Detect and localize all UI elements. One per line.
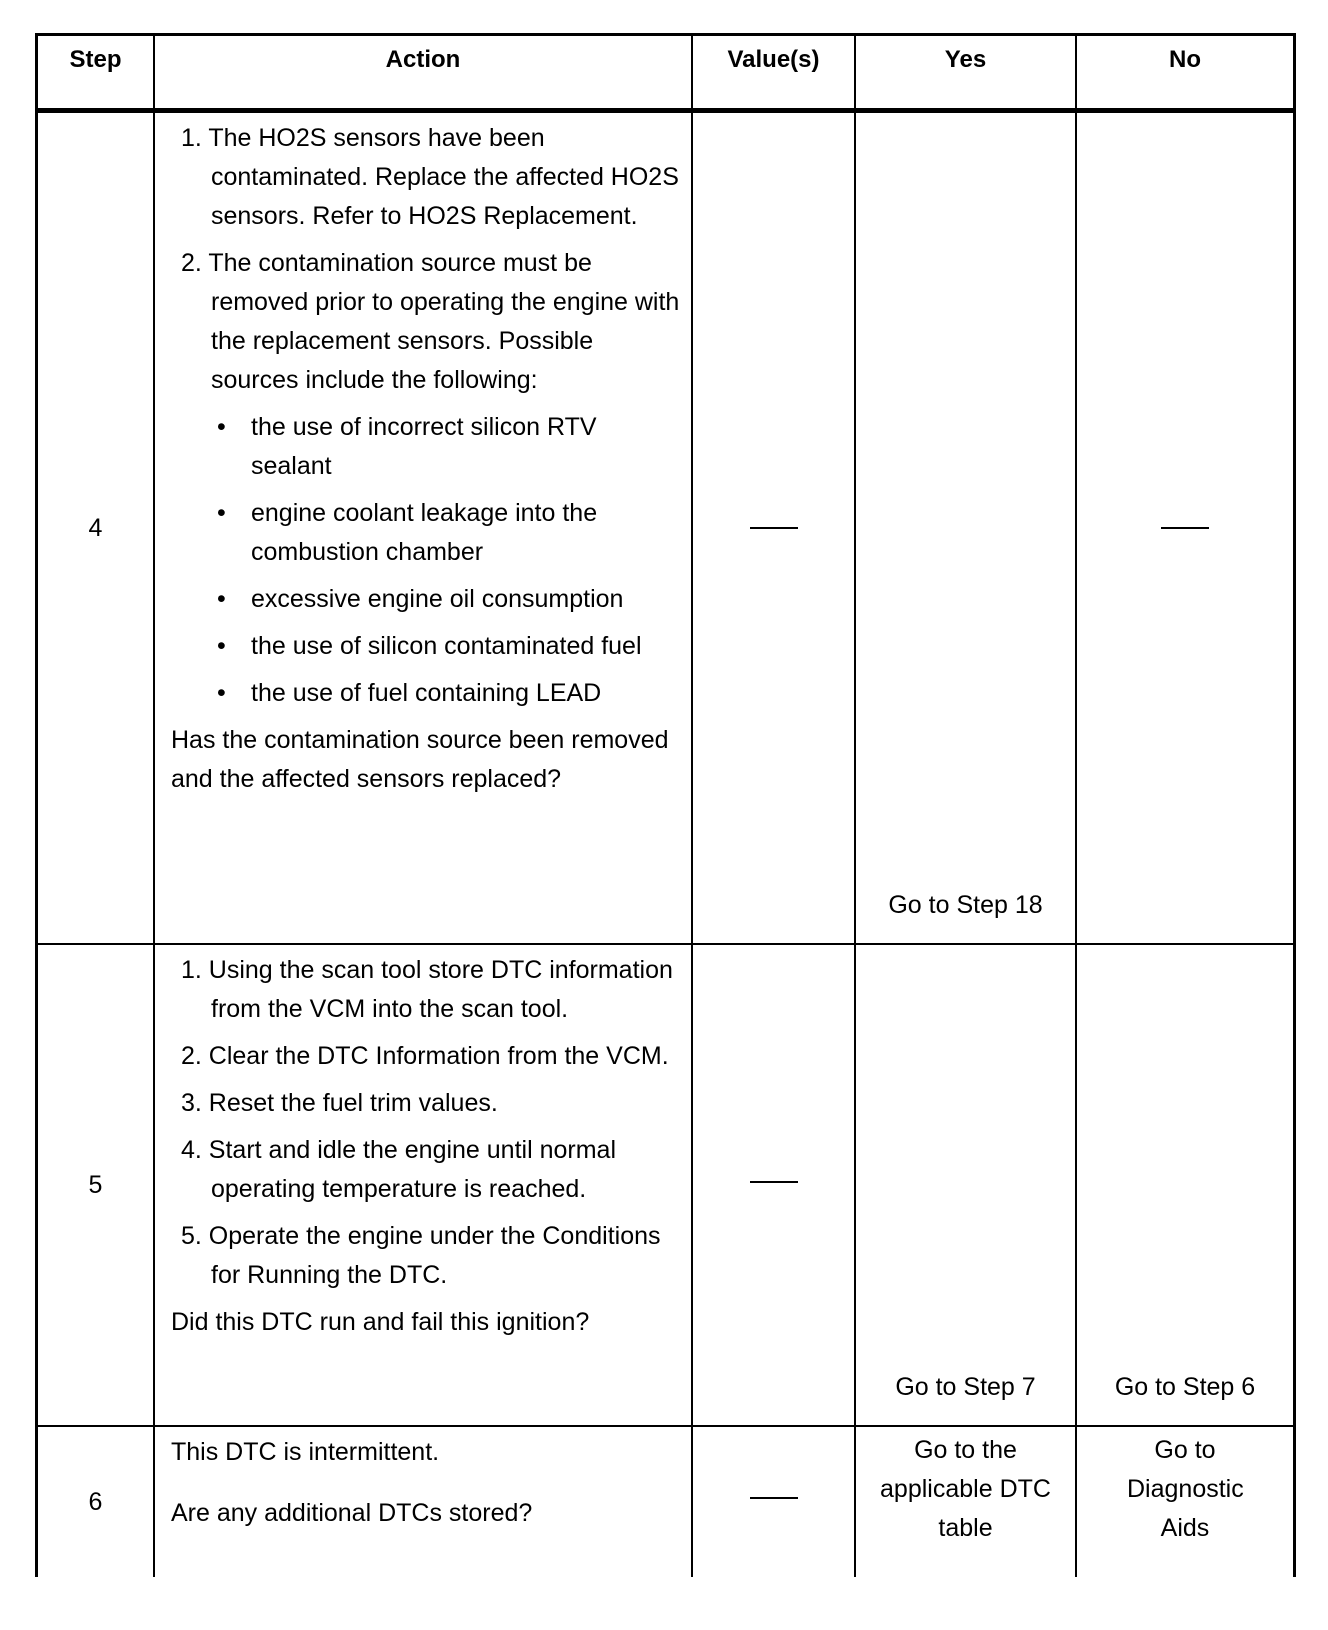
- step-number: 5: [88, 1170, 103, 1199]
- action-item: 3. Reset the fuel trim values.: [181, 1089, 498, 1117]
- header-values: Value(s): [691, 36, 854, 108]
- empty-value-dash: [750, 1497, 798, 1499]
- action-item: 1. Using the scan tool store DTC information from the VCM into the scan tool.: [181, 956, 673, 1023]
- no-answer: Go to Diagnostic Aids: [1127, 1436, 1244, 1542]
- no-cell: [1075, 945, 1293, 1425]
- values-cell: [691, 945, 854, 1425]
- no-answer: Go to Step 6: [1114, 1373, 1256, 1401]
- values-cell: [691, 1427, 854, 1577]
- yes-answer: Go to Step 18: [888, 891, 1043, 919]
- bullet-item: • the use of incorrect silicon RTV sealant: [171, 408, 683, 486]
- bullet-item: • engine coolant leakage into the combustion chamber: [171, 494, 683, 572]
- action-item: 4. Start and idle the engine until normal operating temperature is reached.: [181, 1136, 616, 1203]
- yes-cell: [854, 1427, 1075, 1577]
- table-header-row: [38, 36, 1293, 111]
- action-question: Did this DTC run and fail this ignition?: [171, 1308, 590, 1336]
- action-cell: [153, 945, 691, 1425]
- table-row: [38, 1425, 1293, 1577]
- step-number: 6: [88, 1487, 103, 1516]
- no-cell: [1075, 1427, 1293, 1577]
- yes-cell: [854, 113, 1075, 943]
- bullet-item: • the use of fuel containing LEAD: [171, 674, 683, 713]
- diagnostic-table: [35, 33, 1296, 1577]
- action-question: Are any additional DTCs stored?: [171, 1499, 533, 1527]
- header-no: No: [1075, 36, 1293, 108]
- action-item: 2. Clear the DTC Information from the VCM.: [181, 1042, 669, 1070]
- action-question: Has the contamination source been removed and the affected sensors replaced?: [171, 726, 669, 793]
- no-cell: [1075, 113, 1293, 943]
- bullet-list: [171, 408, 683, 713]
- table-row: [38, 943, 1293, 1425]
- yes-answer: Go to the applicable DTC table: [880, 1436, 1051, 1542]
- header-yes: Yes: [854, 36, 1075, 108]
- bullet-item: • the use of silicon contaminated fuel: [171, 627, 683, 666]
- empty-value-dash: [1161, 527, 1209, 529]
- action-item: 1. The HO2S sensors have been contaminated. Replace the affected HO2S sensors. Refer to HO2S Replacement.: [181, 124, 679, 230]
- header-action: Action: [153, 36, 691, 108]
- action-item: 5. Operate the engine under the Conditions for Running the DTC.: [181, 1222, 661, 1289]
- header-step: Step: [69, 46, 122, 73]
- action-cell: [153, 1427, 691, 1577]
- empty-value-dash: [750, 527, 798, 529]
- yes-answer: Go to Step 7: [895, 1373, 1036, 1401]
- action-cell: [153, 113, 691, 943]
- action-line: This DTC is intermittent.: [171, 1438, 440, 1466]
- empty-value-dash: [750, 1181, 798, 1183]
- values-cell: [691, 113, 854, 943]
- action-item: 2. The contamination source must be removed prior to operating the engine with the replacement sensors. Possible sources include the following:: [181, 249, 680, 394]
- bullet-item: • excessive engine oil consumption: [171, 580, 683, 619]
- table-row: [38, 111, 1293, 943]
- yes-cell: [854, 945, 1075, 1425]
- step-number: 4: [88, 513, 103, 542]
